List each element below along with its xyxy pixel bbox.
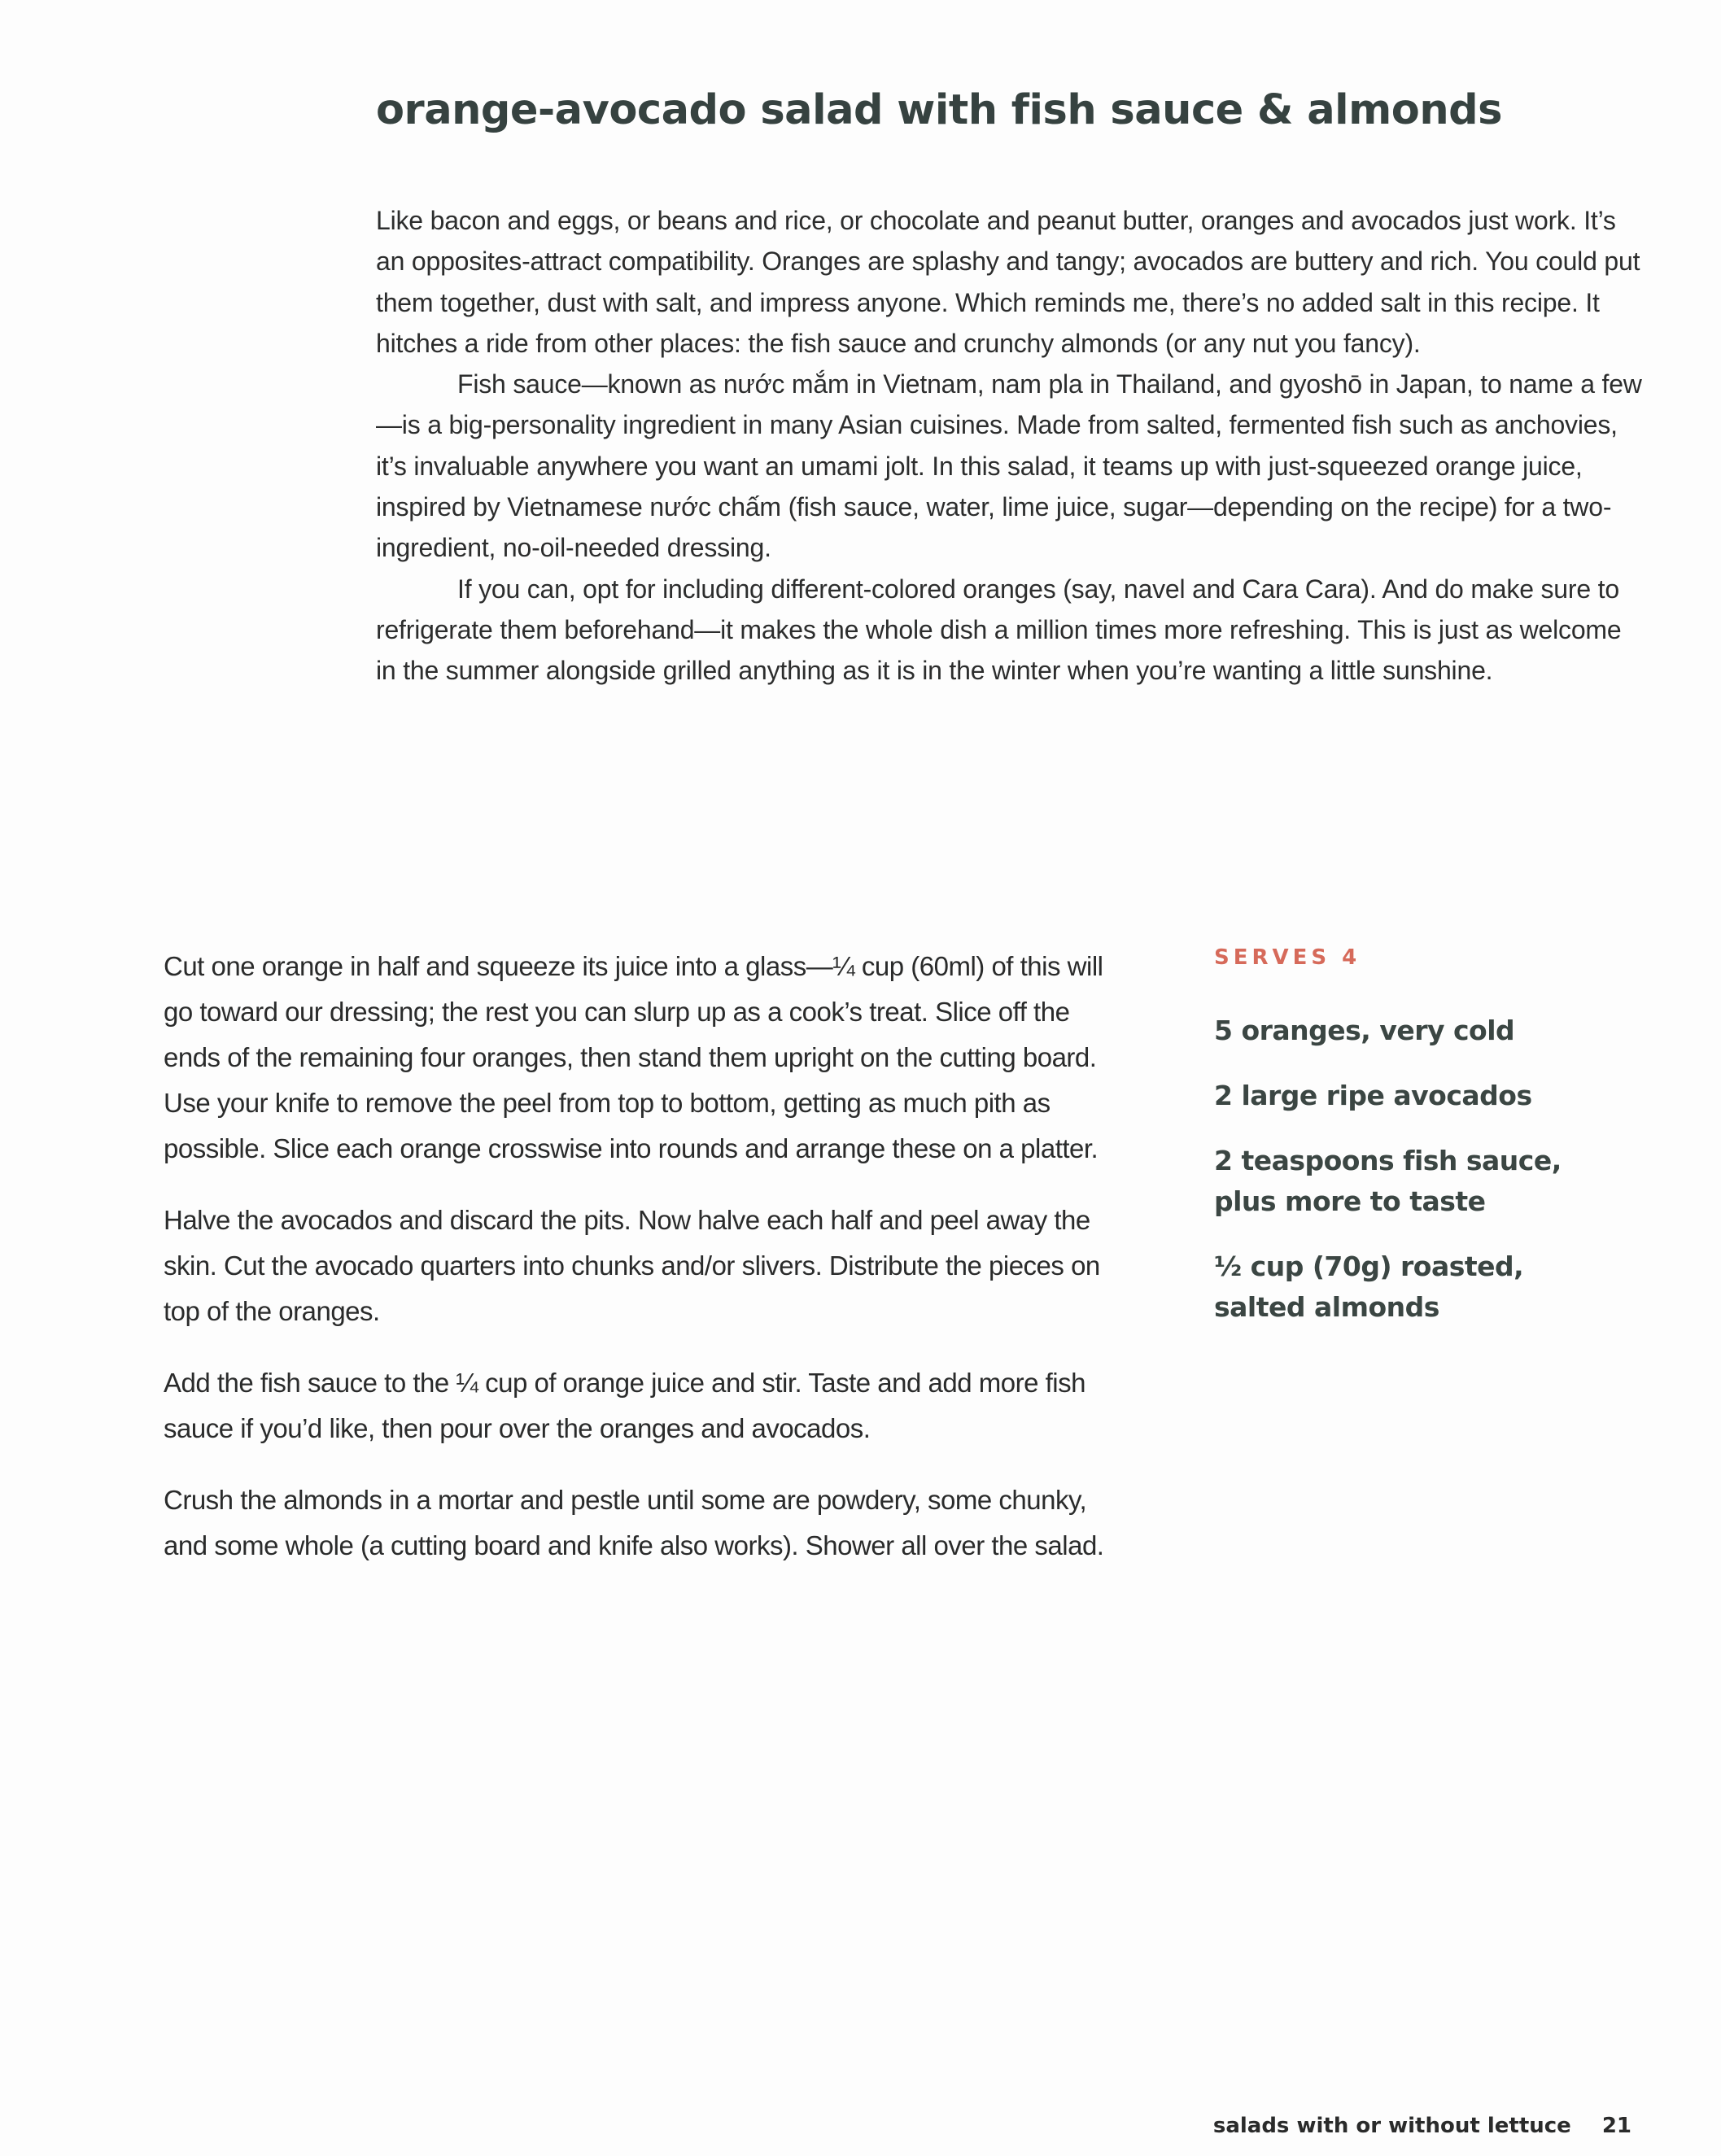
section-title: salads with or without lettuce — [1212, 2114, 1571, 2138]
serves-label: SERVES 4 — [1214, 945, 1361, 970]
ingredient-item: 2 teaspoons fish sauce, plus more to taste — [1214, 1145, 1562, 1217]
recipe-intro — [376, 200, 1645, 692]
method-step: Add the fish sauce to the ¼ cup of orange juice and stir. Taste and add more fish sauce if you’d like, then pour over the oranges and avocados. — [164, 1368, 1085, 1443]
page-footer — [1213, 2114, 1631, 2138]
recipe-title: orange-avocado salad with fish sauce & almonds — [376, 86, 1503, 134]
page-number: 21 — [1601, 2114, 1631, 2138]
intro-paragraph: Fish sauce—known as nước mắm in Vietnam, nam pla in Thailand, and gyoshō in Japan, to name a few—is a big-personality ingredient in many Asian cuisines. Made from salted, fermented fish such as anchovies, it’s invaluable anywhere you want an umami jolt. In this salad, it teams up with just-squeezed orange juice, inspired by Vietnamese nước chấm (fish sauce, water, lime juice, sugar—depending on the recipe) for a two-ingredient, no-oil-needed dressing. — [376, 369, 1642, 563]
method-step: Halve the avocados and discard the pits. Now halve each half and peel away the skin. Cut the avocado quarters into chunks and/or slivers. Distribute the pieces on top of the oranges. — [164, 1205, 1100, 1326]
intro-paragraph: If you can, opt for including different-colored oranges (say, navel and Cara Cara). And do make sure to refrigerate them beforehand—it makes the whole dish a million times more refreshing. This is just as welcome in the summer alongside grilled anything as it is in the winter when you’re wanting a little sunshine. — [376, 574, 1622, 686]
ingredient-item: 5 oranges, very cold — [1214, 1015, 1515, 1046]
recipe-method — [164, 944, 1132, 1595]
intro-paragraph: Like bacon and eggs, or beans and rice, or chocolate and peanut butter, oranges and avocados just work. It’s an opposites-attract compatibility. Oranges are splashy and tangy; avocados are buttery and rich. You could put them together, dust with salt, and impress anyone. Which reminds me, there’s no added salt in this recipe. It hitches a ride from other places: the fish sauce and crunchy almonds (or any nut you fancy). — [376, 206, 1640, 358]
ingredients-list — [1214, 945, 1572, 1352]
method-step: Crush the almonds in a mortar and pestle until some are powdery, some chunky, and some whole (a cutting board and knife also works). Shower all over the salad. — [164, 1485, 1104, 1560]
method-step: Cut one orange in half and squeeze its juice into a glass—¼ cup (60ml) of this will go toward our dressing; the rest you can slurp up as a cook’s treat. Slice off the ends of the remaining four oranges, then stand them upright on the cutting board. Use your knife to remove the peel from top to bottom, getting as much pith as possible. Slice each orange crosswise into rounds and arrange these on a platter. — [164, 951, 1103, 1163]
ingredient-item: ½ cup (70g) roasted, salted almonds — [1214, 1250, 1524, 1323]
ingredient-item: 2 large ripe avocados — [1214, 1080, 1532, 1111]
